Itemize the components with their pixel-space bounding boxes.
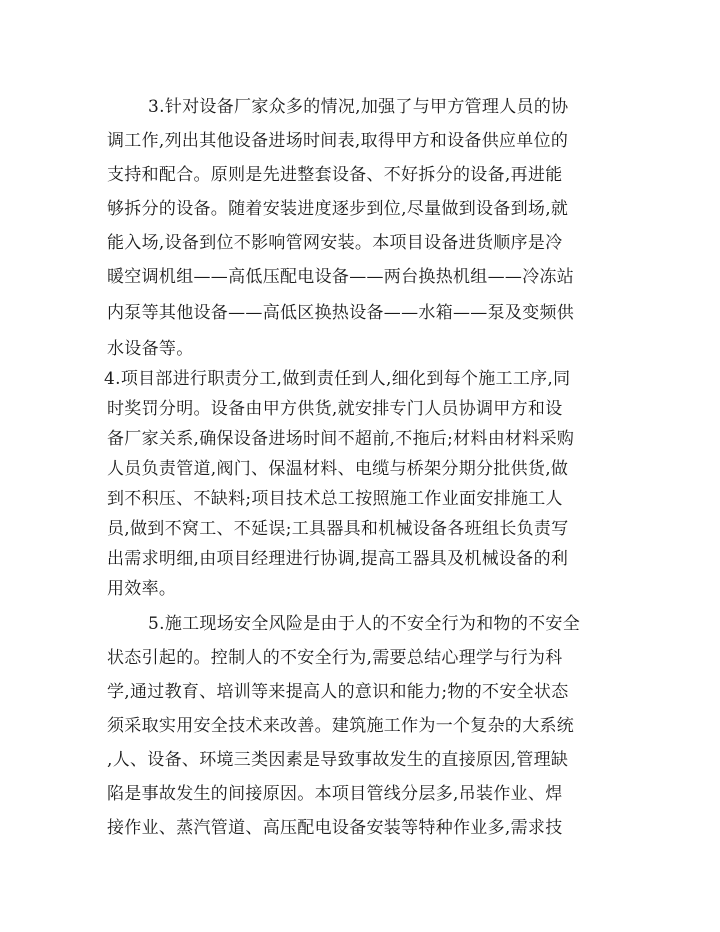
text-line: 时奖罚分明。设备由甲方供货,就安排专门人员协调甲方和设 [107,399,563,419]
text-line: 够拆分的设备。随着安装进度逐步到位,尽量做到设备到场,就 [107,199,569,219]
text-line: 支持和配合。原则是先进整套设备、不好拆分的设备,再进能 [107,165,563,185]
text-line: 4.项目部进行职责分工,做到责任到人,细化到每个施工工序,同 [104,369,571,389]
text-line: 能入场,设备到位不影响管网安装。本项目设备进货顺序是冷 [107,233,563,253]
text-line: 内泵等其他设备——高低区换热设备——水箱——泵及变频供 [107,303,575,323]
text-line: 暖空调机组——高低压配电设备——两台换热机组——冷冻站 [107,267,575,287]
text-line: ,人、设备、环境三类因素是导致事故发生的直接原因,管理缺 [107,750,569,770]
text-line: 调工作,列出其他设备进场时间表,取得甲方和设备供应单位的 [107,131,569,151]
text-line: 接作业、蒸汽管道、高压配电设备安装等特种作业多,需求技 [107,818,563,838]
text-line: 备厂家关系,确保设备进场时间不超前,不拖后;材料由材料采购 [107,429,575,449]
text-line: 学,通过教育、培训等来提高人的意识和能力;物的不安全状态 [107,682,569,702]
text-line: 陷是事故发生的间接原因。本项目管线分层多,吊装作业、焊 [107,784,563,804]
text-line: 到不积压、不缺料;项目技术总工按照施工作业面安排施工人 [107,489,563,509]
text-line: 用效率。 [107,579,177,599]
text-line: 5.施工现场安全风险是由于人的不安全行为和物的不安全 [148,614,581,634]
text-line: 员,做到不窝工、不延误;工具器具和机械设备各班组长负责写 [107,519,569,539]
text-line: 水设备等。 [107,339,194,359]
text-line: 须采取实用安全技术来改善。建筑施工作为一个复杂的大系统 [107,716,575,736]
text-line: 状态引起的。控制人的不安全行为,需要总结心理学与行为科 [107,648,563,668]
text-line: 出需求明细,由项目经理进行协调,提高工器具及机械设备的利 [107,549,569,569]
text-line: 人员负责管道,阀门、保温材料、电缆与桥架分期分批供货,做 [107,459,569,479]
text-line: 3.针对设备厂家众多的情况,加强了与甲方管理人员的协 [148,97,569,117]
